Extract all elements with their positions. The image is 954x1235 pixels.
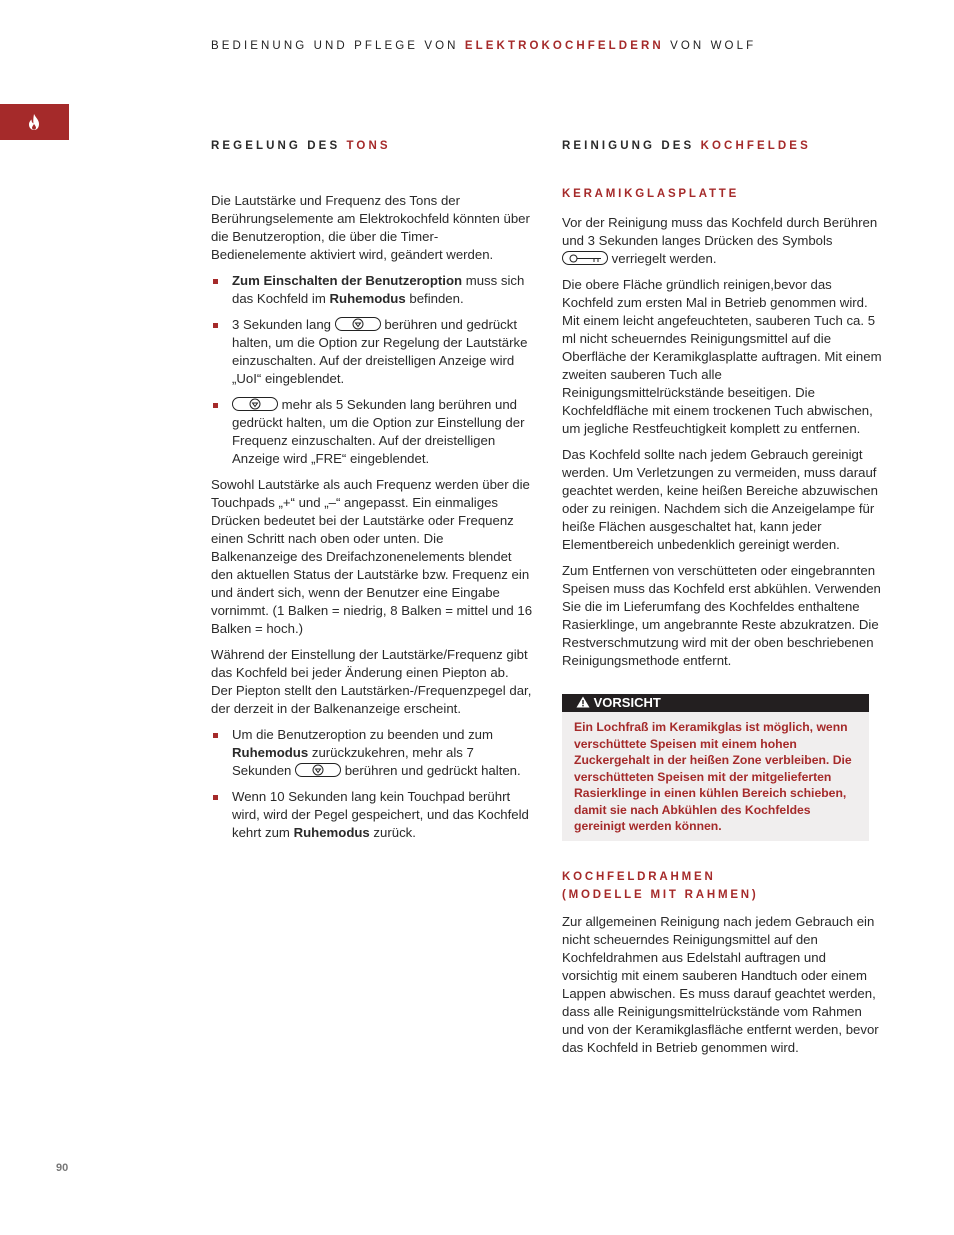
warning-icon — [576, 696, 590, 708]
bold-text: Ruhemodus — [293, 825, 370, 840]
subsection-title-line1: KOCHFELDRAHMEN — [562, 870, 716, 883]
text: berühren und gedrückt halten. — [341, 763, 521, 778]
list-item — [211, 788, 533, 842]
text: Vor der Reinigung muss das Kochfeld durch Berühren und 3 Sekunden langes Drücken des Symbols — [562, 215, 878, 248]
text: zurückzukehren, mehr als 7 Sekunden — [232, 745, 474, 778]
text: befinden. — [405, 291, 464, 306]
paragraph-beep: Während der Einstellung der Lautstärke/Frequenz gibt das Kochfeld bei jeder Änderung einen Piepton ab. Der Piepton stellt den Lautstärken-/Frequenzpegel dar, der derzeit in der Balkenanzeige erscheint. — [211, 647, 532, 716]
section-title-highlight: KOCHFELDES — [700, 140, 811, 152]
list-item — [211, 272, 533, 308]
intro-paragraph: Die Lautstärke und Frequenz des Tons der Berührungselemente am Elektrokochfeld könnten über die Benutzeroption, die über die Timer-Bedienelemente aktiviert wird, geändert werden. — [211, 193, 530, 262]
flame-icon — [27, 113, 41, 131]
running-header — [211, 40, 911, 52]
bullet-list-1 — [211, 272, 533, 468]
header-highlight: ELEKTROKOCHFELDERN — [464, 40, 664, 52]
list-item — [211, 396, 533, 468]
bold-text: Ruhemodus — [232, 745, 309, 760]
text: zurück. — [369, 825, 416, 840]
caution-text: Ein Lochfraß im Keramikglas ist möglich, wenn verschüttete Speisen mit einem hohen Zuckergehalt in der heißen Zone verbleiben. Die verschütteten Speisen mit der mitgelieferten Rasierklinge in einen kühlen Bereich schieben, damit sie nach Abkühlen des Kochfeldes gereinigt werden können. — [562, 712, 869, 841]
text: muss sich das Kochfeld im — [232, 273, 525, 306]
sound-pad-icon — [295, 763, 341, 777]
paragraph-burnt: Zum Entfernen von verschütteten oder eingebrannten Speisen muss das Kochfeld erst abkühlen. Verwenden Sie die im Lieferumfang des Kochfeldes enthaltene Rasierklinge, um angebrannte Reste abzukratzen. Die Restverschmutzung wird mit der oben beschriebenen Reinigungsmethode entfernt. — [562, 563, 881, 668]
text: Um die Benutzeroption zu beenden und zum — [232, 727, 493, 742]
bullet-list-2 — [211, 726, 533, 842]
paragraph-lock — [562, 214, 882, 268]
caution-header — [562, 694, 869, 712]
caution-box — [562, 694, 882, 841]
text: 3 Sekunden lang — [232, 317, 335, 332]
section-title-cleaning — [562, 138, 882, 154]
caution-label: VORSICHT — [593, 695, 661, 710]
subsection-title-line2: (MODELLE MIT RAHMEN) — [562, 888, 759, 901]
sound-pad-icon — [232, 397, 278, 411]
paragraph-frame: Zur allgemeinen Reinigung nach jedem Gebrauch ein nicht scheuerndes Reinigungsmittel auf den Kochfeldrahmen aus Edelstahl auftragen und vorsichtig mit einem sauberen Handtuch oder einem Lappen abwischen. Es muss darauf geachtet werden, dass alle Reinigungsmittelrückstände vom Rahmen und von der Keramikglasfläche entfernt werden, bevor das Kochfeld in Betrieb genommen wird. — [562, 913, 879, 1055]
key-lock-icon — [562, 251, 608, 265]
header-suffix: VON WOLF — [663, 40, 757, 52]
list-item — [211, 726, 533, 780]
paragraph-touchpads: Sowohl Lautstärke als auch Frequenz werden über die Touchpads „+“ und „–“ angepasst. Ein einmaliges Drücken bedeutet bei der Lautstärke oder Frequenz einen Schritt nach oben oder unten. Die Balkenanzeige des Dreifachzonenelements blendet den aktuellen Status der Lautstärke bzw. Frequenz ein und ändert sich, wenn der Benutzer eine Eingabe vornimmt. (1 Balken = niedrig, 8 Balken = mittel und 16 Balken = hoch.) — [211, 477, 533, 636]
section-title-sound — [211, 138, 533, 154]
bold-text: Zum Einschalten der Benutzeroption — [232, 273, 463, 288]
subsection-title-frame — [562, 868, 882, 904]
right-column — [562, 138, 882, 1065]
page-number: 90 — [56, 1162, 69, 1174]
paragraph-after-use: Das Kochfeld sollte nach jedem Gebrauch gereinigt werden. Um Verletzungen zu vermeiden, muss darauf geachtet werden, keine heißen Bereiche abzuwischen oder zu reinigen. Nachdem sich die Anzeigelampe für heiße Flächen ausgeschaltet hat, kann jeder Elementbereich unbedenklich gereinigt werden. — [562, 447, 878, 552]
sound-pad-icon — [335, 317, 381, 331]
chapter-tab — [0, 104, 69, 140]
bold-text: Ruhemodus — [329, 291, 406, 306]
text: berühren und gedrückt halten, um die Option zur Regelung der Lautstärke einzuschalten. Auf der dreistelligen Anzeige wird „UoI“ eingeblendet. — [232, 317, 528, 386]
text: verriegelt werden. — [608, 251, 717, 266]
section-title-highlight: TONS — [346, 140, 391, 152]
header-prefix: BEDIENUNG UND PFLEGE VON — [211, 40, 465, 52]
text: Wenn 10 Sekunden lang kein Touchpad berührt wird, wird der Pegel gespeichert, und das Kochfeld kehrt zum — [232, 789, 529, 840]
subsection-title-glass: KERAMIKGLASPLATTE — [562, 188, 740, 200]
section-title-text: REGELUNG DES — [211, 140, 347, 152]
left-column — [211, 138, 533, 850]
section-title-text: REINIGUNG DES — [562, 140, 701, 152]
text: mehr als 5 Sekunden lang berühren und gedrückt halten, um die Option zur Einstellung der Frequenz einzuschalten. Auf der dreistelligen Anzeige wird „FRE“ eingeblendet. — [232, 397, 525, 466]
list-item — [211, 316, 533, 388]
paragraph-first-clean: Die obere Fläche gründlich reinigen,bevor das Kochfeld zum ersten Mal in Betrieb genommen wird. Mit einem leicht angefeuchteten, sauberen Tuch ca. 5 ml nicht scheuerndes Reinigungsmittel auf die Oberfläche der Keramikglasplatte auftragen. Mit einem zweiten sauberen Tuch alle Reinigungsmittelrückstände beseitigen. Die Kochfeldfläche mit einem trockenen Tuch abwischen, um jegliche Restfeuchtigkeit komplett zu entfernen. — [562, 277, 882, 436]
